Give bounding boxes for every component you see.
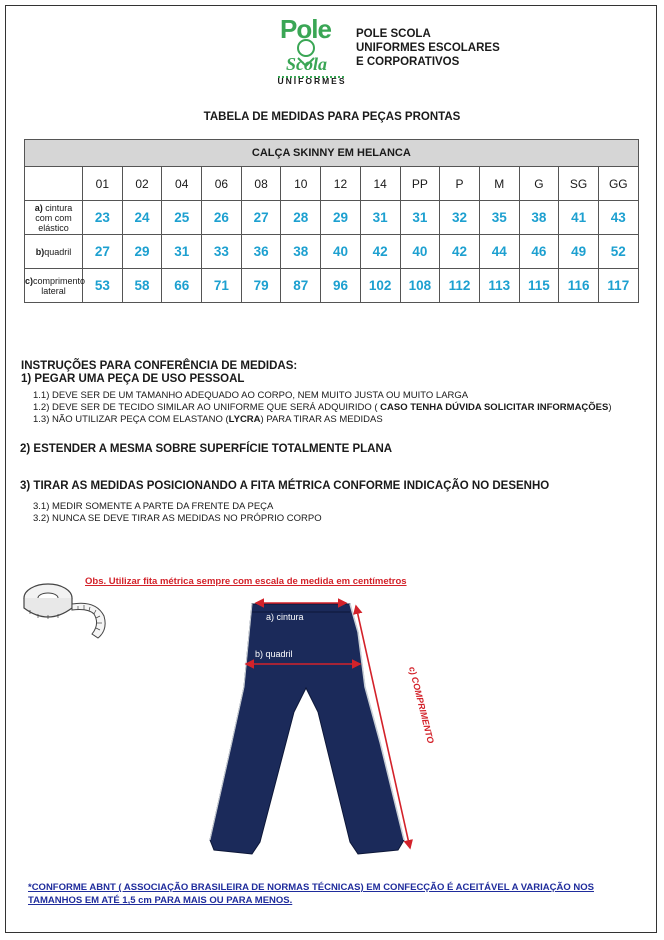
measure-cell: 36 (241, 235, 281, 269)
row-label: b)quadril (25, 235, 83, 269)
size-header-08: 08 (241, 167, 281, 201)
measure-cell: 25 (162, 201, 202, 235)
measure-cell: 31 (400, 201, 440, 235)
step-1-2: 1.2) DEVE SER DE TECIDO SIMILAR AO UNIFORME QUE SERÁ ADQUIRIDO ( CASO TENHA DÚVIDA SOLICITAR INFORMAÇÕES) (33, 402, 612, 413)
step-3-2: 3.2) NUNCA SE DEVE TIRAR AS MEDIDAS NO PRÓPRIO CORPO (33, 513, 322, 524)
step-3: 3) TIRAR AS MEDIDAS POSICIONANDO A FITA MÉTRICA CONFORME INDICAÇÃO NO DESENHO (20, 480, 550, 492)
table-header: CALÇA SKINNY EM HELANCA (25, 140, 639, 167)
measure-cell: 42 (360, 235, 400, 269)
measure-cell: 66 (162, 269, 202, 303)
measure-cell: 40 (400, 235, 440, 269)
pants-diagram (190, 592, 430, 872)
table-row (25, 235, 639, 269)
measure-cell: 28 (281, 201, 321, 235)
measure-cell: 71 (202, 269, 242, 303)
size-header-gg: GG (598, 167, 638, 201)
measure-cell: 31 (360, 201, 400, 235)
waist-label: a) cintura (266, 612, 304, 622)
measure-cell: 29 (122, 235, 162, 269)
hip-label: b) quadril (255, 649, 293, 659)
measure-cell: 58 (122, 269, 162, 303)
step-3-1: 3.1) MEDIR SOMENTE A PARTE DA FRENTE DA PEÇA (33, 501, 274, 512)
measure-cell: 40 (321, 235, 361, 269)
measure-cell: 44 (479, 235, 519, 269)
table-title: TABELA DE MEDIDAS PARA PEÇAS PRONTAS (203, 111, 461, 123)
measure-cell: 38 (281, 235, 321, 269)
step-1-1: 1.1) DEVE SER DE UM TAMANHO ADEQUADO AO CORPO, NEM MUITO JUSTA OU MUITO LARGA (33, 390, 469, 401)
measure-cell: 33 (202, 235, 242, 269)
row-label: c)comprimento lateral (25, 269, 83, 303)
measure-cell: 113 (479, 269, 519, 303)
brand-line-2: UNIFORMES ESCOLARES (356, 42, 500, 54)
size-corner-cell (25, 167, 83, 201)
measure-cell: 41 (559, 201, 599, 235)
table-row (25, 201, 639, 235)
measurements-table (24, 139, 639, 303)
measure-cell: 112 (440, 269, 480, 303)
brand-line-3: E CORPORATIVOS (356, 56, 460, 68)
size-header-m: M (479, 167, 519, 201)
logo-scola-text: Scola (286, 54, 328, 74)
size-header-10: 10 (281, 167, 321, 201)
measure-cell: 27 (241, 201, 281, 235)
measure-cell: 102 (360, 269, 400, 303)
size-header-14: 14 (360, 167, 400, 201)
measure-cell: 31 (162, 235, 202, 269)
measure-cell: 27 (83, 235, 123, 269)
measure-cell: 115 (519, 269, 559, 303)
size-header-04: 04 (162, 167, 202, 201)
measure-cell: 96 (321, 269, 361, 303)
size-header-p: P (440, 167, 480, 201)
measure-cell: 29 (321, 201, 361, 235)
size-header-g: G (519, 167, 559, 201)
size-header-row (25, 167, 639, 201)
measure-cell: 26 (202, 201, 242, 235)
row-label: a) cintura com com elástico (25, 201, 83, 235)
measure-cell: 117 (598, 269, 638, 303)
size-header-06: 06 (202, 167, 242, 201)
size-header-01: 01 (83, 167, 123, 201)
measure-cell: 38 (519, 201, 559, 235)
obs-note: Obs. Utilizar fita métrica sempre com escala de medida em centímetros (85, 576, 407, 587)
step-1-3: 1.3) NÃO UTILIZAR PEÇA COM ELASTANO (LYCRA) PARA TIRAR AS MEDIDAS (33, 414, 383, 425)
instructions-title (21, 360, 297, 386)
logo-subtitle: UNIFORMES (277, 76, 347, 86)
measure-cell: 53 (83, 269, 123, 303)
abnt-footnote: *CONFORME ABNT ( ASSOCIAÇÃO BRASILEIRA DE NORMAS TÉCNICAS) EM CONFECÇÃO É ACEITÁVEL A VARIAÇÃO NOS TAMANHOS EM ATÉ 1,5 cm PARA MAIS OU PARA MENOS. (28, 882, 594, 906)
measure-cell: 87 (281, 269, 321, 303)
step-2: 2) ESTENDER A MESMA SOBRE SUPERFÍCIE TOTALMENTE PLANA (20, 443, 393, 455)
measure-cell: 116 (559, 269, 599, 303)
measure-cell: 79 (241, 269, 281, 303)
pants-shape (210, 604, 404, 854)
measure-cell: 43 (598, 201, 638, 235)
size-header-02: 02 (122, 167, 162, 201)
step-1: 1) PEGAR UMA PEÇA DE USO PESSOAL (21, 373, 245, 385)
measure-cell: 35 (479, 201, 519, 235)
measure-cell: 49 (559, 235, 599, 269)
brand-line-1: POLE SCOLA (356, 28, 431, 40)
size-header-pp: PP (400, 167, 440, 201)
measure-cell: 32 (440, 201, 480, 235)
measure-cell: 46 (519, 235, 559, 269)
brand-name (356, 27, 500, 69)
size-header-12: 12 (321, 167, 361, 201)
size-header-sg: SG (559, 167, 599, 201)
measure-cell: 42 (440, 235, 480, 269)
length-label: c) COMPRIMENTO (407, 665, 436, 745)
measure-cell: 108 (400, 269, 440, 303)
measure-cell: 23 (83, 201, 123, 235)
instructions-heading: INSTRUÇÕES PARA CONFERÊNCIA DE MEDIDAS: (21, 360, 298, 372)
logo-pole-text: Pole (280, 14, 331, 44)
measure-cell: 24 (122, 201, 162, 235)
measure-cell: 52 (598, 235, 638, 269)
table-row (25, 269, 639, 303)
